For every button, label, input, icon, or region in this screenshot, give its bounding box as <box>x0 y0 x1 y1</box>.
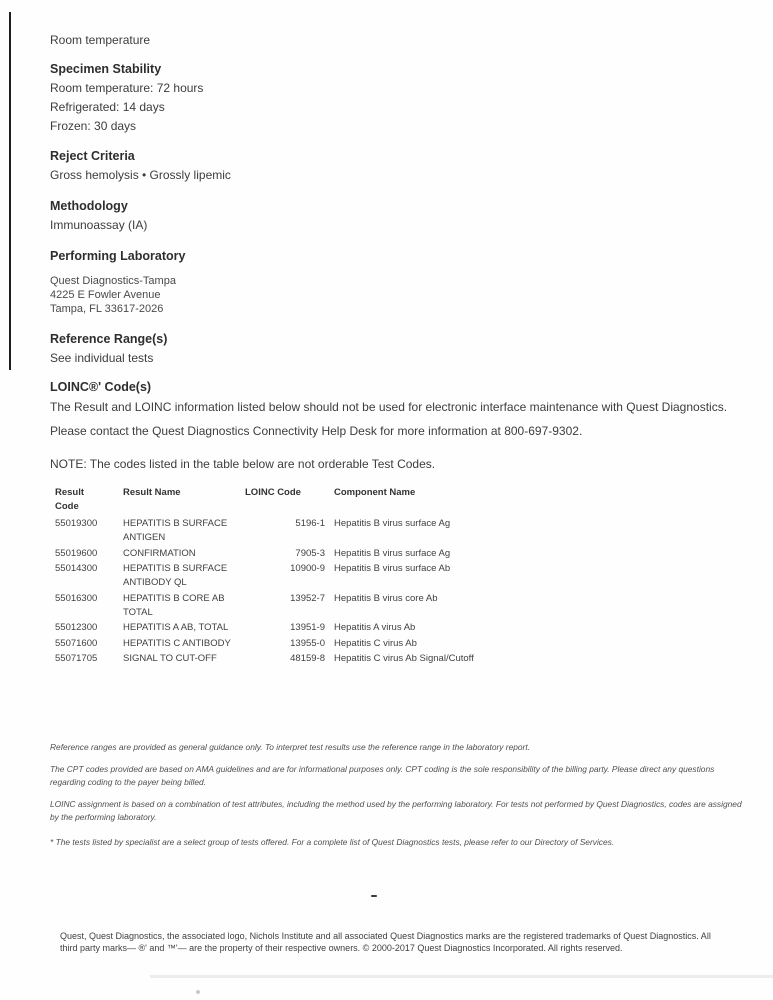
component-name-cell: Hepatitis B virus core Ab <box>334 592 438 604</box>
transport-temperature-value: Room temperature <box>50 33 151 47</box>
result-code-cell: 55019300 <box>55 518 98 529</box>
loinc-disclaimer-paragraph: The Result and LOINC information listed below should not be used for electronic interface maintenance with Quest Diagnostics. Please contact the Quest Diagnostics Connectivity Help Desk for more information at 800-697-9302. <box>50 400 728 438</box>
lab-street: 4225 E Fowler Avenue <box>50 289 161 301</box>
table-row <box>55 517 675 545</box>
section-reject-criteria <box>50 147 231 185</box>
section-heading: Performing Laboratory <box>50 249 186 263</box>
table-row <box>55 621 675 635</box>
scan-artifact-left-line <box>9 12 11 370</box>
result-name-cell: SIGNAL TO CUT-OFF <box>123 653 217 664</box>
column-header-component-name: Component Name <box>334 487 416 498</box>
section-heading: LOINC®' Code(s) <box>50 380 152 394</box>
loinc-code-cell: 13952-7 <box>290 592 325 604</box>
result-name-cell: HEPATITIS B SURFACE ANTIGEN <box>123 518 228 543</box>
footnote-cpt-codes: The CPT codes provided are based on AMA guidelines and are for informational purposes only. CPT coding is the sole responsibility of the billing party. Please direct any questions regarding coding to the payer being billed. <box>50 764 715 787</box>
section-reference-range <box>50 330 167 368</box>
loinc-code-cell: 13951-9 <box>290 622 325 633</box>
table-row <box>55 547 675 561</box>
result-name-cell: HEPATITIS A AB, TOTAL <box>123 622 229 633</box>
scan-artifact-band <box>150 975 773 978</box>
methodology-value: Immunoassay (IA) <box>50 218 148 232</box>
reject-criteria-value: Gross hemolysis • Grossly lipemic <box>50 168 231 182</box>
performing-laboratory-address <box>50 274 176 316</box>
result-name-cell: HEPATITIS B SURFACE ANTIBODY QL <box>123 563 228 588</box>
table-header-row <box>55 486 675 514</box>
section-heading: Reject Criteria <box>50 149 135 163</box>
section-performing-laboratory <box>50 247 185 266</box>
component-name-cell: Hepatitis C virus Ab Signal/Cutoff <box>334 653 474 664</box>
stability-refrigerated: Refrigerated: 14 days <box>50 100 165 114</box>
component-name-cell: Hepatitis B virus surface Ag <box>334 518 451 529</box>
result-name-cell: HEPATITIS C ANTIBODY <box>123 637 231 649</box>
component-name-cell: Hepatitis B virus surface Ab <box>334 563 451 574</box>
result-code-cell: 55012300 <box>55 622 98 633</box>
loinc-note: NOTE: The codes listed in the table below are not orderable Test Codes. <box>50 457 436 471</box>
scan-artifact-speck <box>371 895 377 897</box>
loinc-code-cell: 5196-1 <box>295 518 325 529</box>
result-code-cell: 55016300 <box>55 592 98 604</box>
footnote-tests-listed: * The tests listed by specialist are a select group of tests offered. For a complete list of Quest Diagnostics tests, please refer to our Directory of Services. <box>50 837 615 847</box>
result-code-cell: 55071705 <box>55 653 98 664</box>
table-row <box>55 652 675 666</box>
component-name-cell: Hepatitis B virus surface Ag <box>334 547 451 559</box>
result-code-cell: 55019600 <box>55 547 98 559</box>
lab-name: Quest Diagnostics-Tampa <box>50 275 176 287</box>
loinc-code-cell: 48159-8 <box>290 653 325 664</box>
component-name-cell: Hepatitis C virus Ab <box>334 637 417 649</box>
column-header-loinc-code: LOINC Code <box>245 487 301 498</box>
result-code-cell: 55071600 <box>55 637 98 649</box>
table-row <box>55 562 675 590</box>
section-heading: Methodology <box>50 199 128 213</box>
section-specimen-stability <box>50 60 203 136</box>
loinc-codes-table <box>55 486 675 668</box>
lab-city-state-zip: Tampa, FL 33617-2026 <box>50 303 164 315</box>
result-name-cell: HEPATITIS B CORE AB TOTAL <box>123 592 225 618</box>
section-methodology <box>50 197 147 235</box>
section-heading: Specimen Stability <box>50 62 162 76</box>
component-name-cell: Hepatitis A virus Ab <box>334 622 416 633</box>
stability-room-temperature: Room temperature: 72 hours <box>50 81 204 95</box>
section-heading: Reference Range(s) <box>50 332 168 346</box>
table-row <box>55 592 675 620</box>
table-row <box>55 637 675 651</box>
footer-trademark-copyright: Quest, Quest Diagnostics, the associated logo, Nichols Institute and all associated Quest Diagnostics marks are the registered trademarks of Quest Diagnostics. All third party marks— ®' and ™'— are the property of their respective owners. © 2000-2017 Quest Diagnostics Incorporated. All rights reserved. <box>60 931 711 953</box>
column-header-result-code: Result Code <box>55 487 85 512</box>
reference-range-value: See individual tests <box>50 351 154 365</box>
column-header-result-name: Result Name <box>123 487 181 498</box>
stability-frozen: Frozen: 30 days <box>50 119 137 133</box>
loinc-code-cell: 13955-0 <box>290 637 325 649</box>
footnote-loinc-assignment: LOINC assignment is based on a combination of test attributes, including the method used by the performing laboratory. For tests not performed by Quest Diagnostics, codes are assigned by the performing laboratory. <box>50 799 742 822</box>
loinc-code-cell: 7905-3 <box>295 547 325 559</box>
scan-artifact-speck <box>196 990 200 994</box>
section-loinc-codes <box>50 378 151 397</box>
result-code-cell: 55014300 <box>55 563 98 574</box>
result-name-cell: CONFIRMATION <box>123 547 196 559</box>
loinc-code-cell: 10900-9 <box>290 563 325 574</box>
footnote-reference-ranges: Reference ranges are provided as general guidance only. To interpret test results use the reference range in the laboratory report. <box>50 742 530 752</box>
